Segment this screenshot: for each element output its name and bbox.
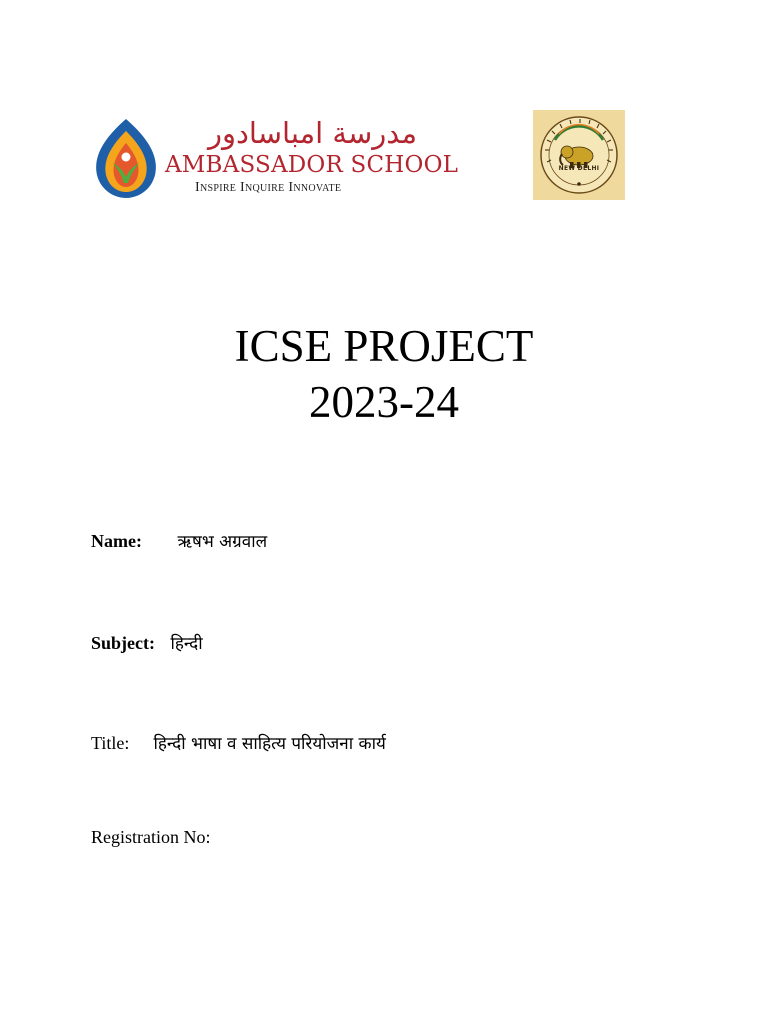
subject-field [91, 630, 203, 657]
flame-emblem-icon [91, 117, 161, 199]
school-logo [91, 115, 459, 201]
elephant-seal-icon [533, 110, 625, 200]
registration-field [91, 824, 215, 850]
project-title: ICSE PROJECT [234, 321, 534, 371]
school-tagline: Inspire Inquire Innovate [195, 180, 342, 195]
school-english-name: AMBASSADOR SCHOOL [165, 152, 459, 178]
council-city: NEW DELHI [558, 165, 600, 172]
name-value: ऋषभ अग्रवाल [177, 532, 268, 552]
registration-label: Registration No: [91, 827, 211, 847]
title-field [91, 730, 386, 757]
project-year: 2023-24 [309, 377, 459, 427]
council-logo [533, 110, 625, 200]
school-arabic-name: مدرسة امباسادور [207, 116, 417, 150]
name-label: Name: [91, 531, 142, 551]
name-field [91, 528, 267, 555]
subject-label: Subject: [91, 633, 155, 653]
title-value: हिन्दी भाषा व साहित्य परियोजना कार्य [153, 734, 386, 754]
subject-value: हिन्दी [170, 634, 203, 654]
title-label: Title: [91, 733, 130, 753]
